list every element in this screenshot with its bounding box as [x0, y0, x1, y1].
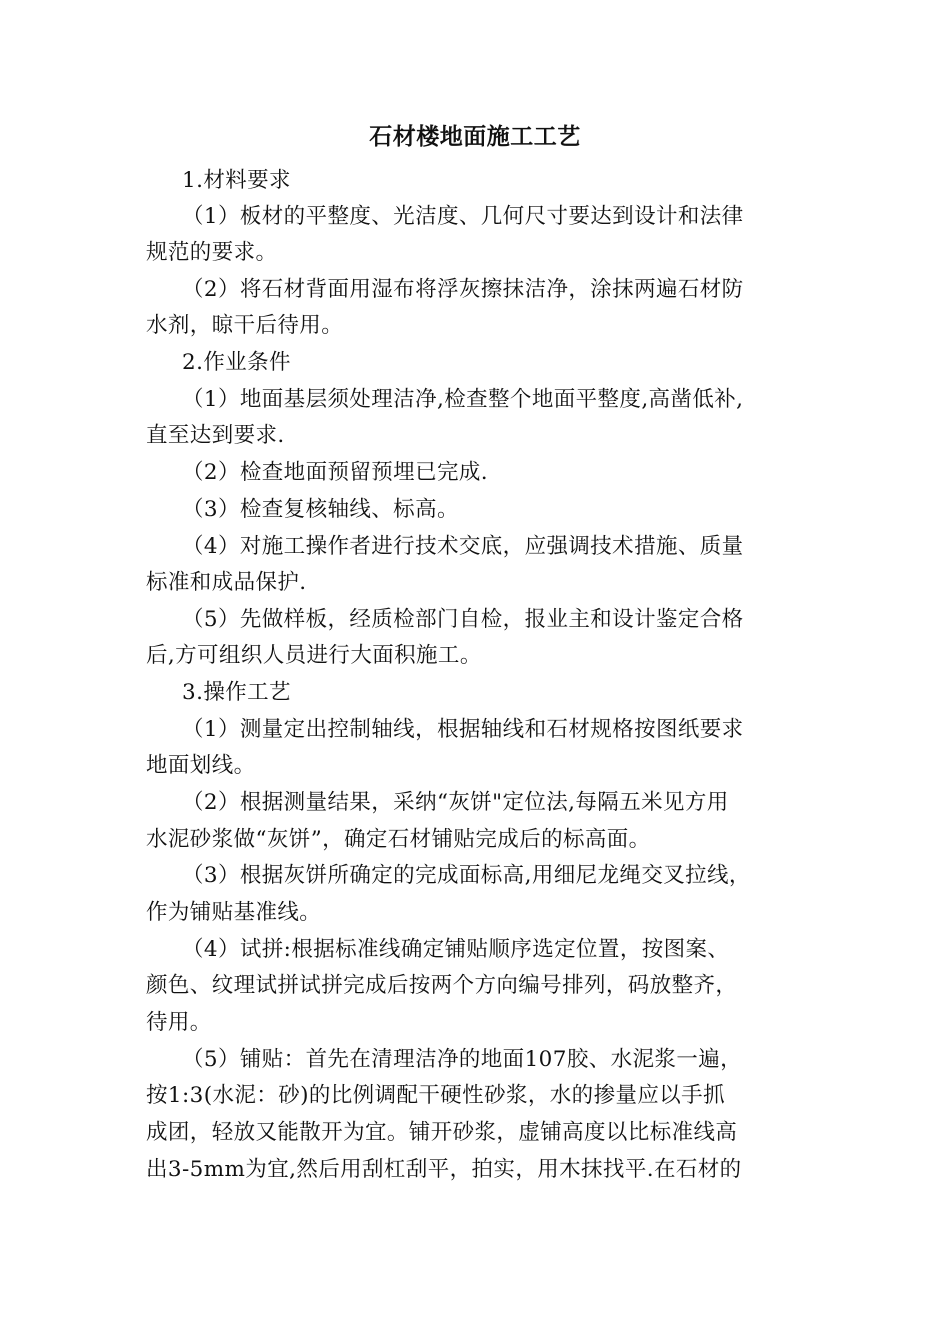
paragraph-line: 水剂，晾干后待用。: [146, 313, 344, 338]
paragraph-line: （4）对施工操作者进行技术交底，应强调技术措施、质量: [182, 534, 744, 559]
paragraph-line: （5）先做样板，经质检部门自检，报业主和设计鉴定合格: [182, 607, 744, 632]
paragraph-line: 待用。: [146, 1010, 212, 1035]
paragraph-line: （2）检查地面预留预埋已完成.: [182, 460, 489, 485]
paragraph-line: （1）地面基层须处理洁净,检查整个地面平整度,高凿低补,: [182, 387, 744, 412]
section-heading: 1.材料要求: [182, 168, 291, 193]
paragraph-line: 成团，轻放又能散开为宜。铺开砂浆，虚铺高度以比标准线高: [146, 1120, 738, 1145]
document-title: 石材楼地面施工工艺: [369, 123, 581, 150]
paragraph-line: 按1:3(水泥：砂)的比例调配干硬性砂浆，水的掺量应以手抓: [146, 1083, 725, 1108]
section-heading: 3.操作工艺: [182, 680, 291, 705]
paragraph-line: 标准和成品保护.: [146, 570, 307, 595]
paragraph-line: （3）检查复核轴线、标高。: [182, 497, 459, 522]
paragraph-line: （2）根据测量结果，采纳“灰饼"定位法,每隔五米见方用: [182, 790, 729, 815]
paragraph-line: 出3-5mm为宜,然后用刮杠刮平，拍实，用木抹找平.在石材的: [146, 1157, 742, 1182]
paragraph-line: 水泥砂浆做“灰饼”，确定石材铺贴完成后的标高面。: [146, 827, 651, 852]
section-heading: 2.作业条件: [182, 350, 291, 375]
paragraph-line: 后,方可组织人员进行大面积施工。: [146, 643, 482, 668]
paragraph-line: 颜色、纹理试拼试拼完成后按两个方向编号排列，码放整齐，: [146, 973, 738, 998]
paragraph-line: （5）铺贴：首先在清理洁净的地面107胶、水泥浆一遍，: [182, 1047, 743, 1072]
paragraph-line: （2）将石材背面用湿布将浮灰擦抹洁净，涂抹两遍石材防: [182, 277, 744, 302]
paragraph-line: 直至达到要求.: [146, 423, 285, 448]
paragraph-line: （3）根据灰饼所确定的完成面标高,用细尼龙绳交叉拉线，: [182, 863, 751, 888]
paragraph-line: （1）板材的平整度、光洁度、几何尺寸要达到设计和法律: [182, 204, 744, 229]
paragraph-line: 作为铺贴基准线。: [146, 900, 322, 925]
paragraph-line: （4）试拼:根据标准线确定铺贴顺序选定位置，按图案、: [182, 937, 730, 962]
paragraph-line: （1）测量定出控制轴线，根据轴线和石材规格按图纸要求: [182, 717, 744, 742]
paragraph-line: 地面划线。: [146, 753, 256, 778]
paragraph-line: 规范的要求。: [146, 240, 278, 265]
